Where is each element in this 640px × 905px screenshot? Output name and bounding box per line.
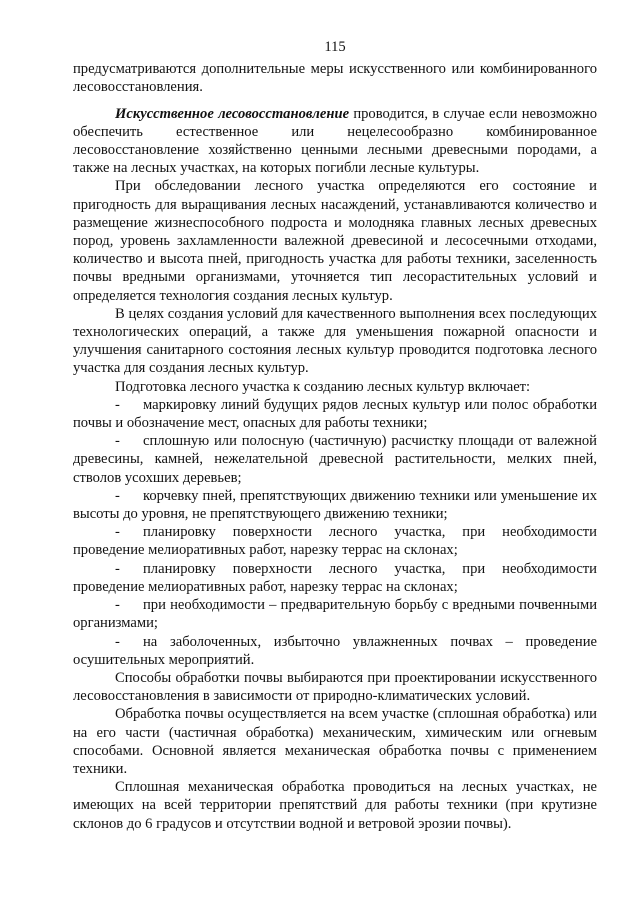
paragraph-site-preparation-purpose: В целях создания условий для качественного выполнения всех последующих технологических операций, а также для уменьшения пожарной опасности и улучшения санитарного состояния лесных культур проводится подготовка лесного участка для создания лесных культур. xyxy=(73,305,597,377)
list-item xyxy=(73,523,597,559)
list-item xyxy=(73,633,597,669)
list-dash: - xyxy=(115,396,120,413)
list-item xyxy=(73,560,597,596)
paragraph-continuation: предусматриваются дополнительные меры искусственного или комбинированного лесовосстановления. xyxy=(73,61,597,96)
list-item-text: маркировку линий будущих рядов лесных культур или полос обработки почвы и обозначение мест, опасных для работы техники; xyxy=(73,396,597,432)
term-artificial-reforestation: Искусственное лесовосстановление xyxy=(115,105,350,122)
paragraph-artificial-reforestation xyxy=(73,105,597,178)
list-item-text: сплошную или полосную (частичную) расчистку площади от валежной древесины, камней, нежелательной древесной растительности, мелких пней, стволов усохших деревьев; xyxy=(73,433,597,486)
list-dash: - xyxy=(115,433,120,450)
paragraph-preparation-includes: Подготовка лесного участка к созданию лесных культур включает: xyxy=(115,378,531,395)
paragraph-tillage-methods: Способы обработки почвы выбираются при проектировании искусственного лесовосстановления в зависимости от природно-климатических условий. xyxy=(73,669,597,705)
list-item-text: при необходимости – предварительную борьбу с вредными почвенными организмами; xyxy=(73,597,597,632)
list-dash: - xyxy=(115,597,120,614)
list-item-text: планировку поверхности лесного участка, при необходимости проведение мелиоративных работ, нарезку террас на склонах; xyxy=(73,560,597,595)
list-item-text: на заболоченных, избыточно увлажненных почвах – проведение осушительных мероприятий. xyxy=(73,633,597,668)
paragraph-text: проводится, в случае если невозможно обеспечить естественное или нецелесообразно комбинированное лесовосстановление хозяйственно ценными лесными древесными породами, а также на лесных участках, на которых погибли лесные культуры. xyxy=(73,105,597,177)
list-item xyxy=(73,432,597,487)
list-dash: - xyxy=(115,560,120,577)
list-item xyxy=(73,487,597,523)
paragraph-continuous-tillage: Сплошная механическая обработка проводиться на лесных участках, не имеющих на всей территории препятствий для работы техники (при крутизне склонов до 6 градусов и отсутствии водной и ветровой эрозии почвы). xyxy=(73,779,597,832)
list-item xyxy=(73,396,597,432)
list-dash: - xyxy=(115,633,120,650)
paragraph-site-survey: При обследовании лесного участка определяются его состояние и пригодность для выращивания лесных насаждений, устанавливаются количество и размещение жизнеспособного подроста и молодняка главных лесных древесных пород, уровень захламленности валежной древесиной и лесосечными отходами, количество и высота пней, пригодность участка для работы техники, заселенность почвы вредными организмами, уточняется тип лесорастительных условий и определяется технология создания лесных культур. xyxy=(73,178,597,304)
document-page xyxy=(73,38,597,833)
list-item-text: корчевку пней, препятствующих движению техники или уменьшение их высоты до уровня, не препятствующего движению техники; xyxy=(73,487,597,523)
paragraph-tillage-types: Обработка почвы осуществляется на всем участке (сплошная обработка) или на его части (частичная обработка) механическим, химическим или огневым способами. Основной является механическая обработка почвы с применением техники. xyxy=(73,706,597,777)
list-item-text: планировку поверхности лесного участка, при необходимости проведение мелиоративных работ, нарезку террас на склонах; xyxy=(73,524,597,559)
list-item xyxy=(73,596,597,632)
list-dash: - xyxy=(115,524,120,541)
list-dash: - xyxy=(115,487,120,504)
page-number: 115 xyxy=(324,39,346,55)
